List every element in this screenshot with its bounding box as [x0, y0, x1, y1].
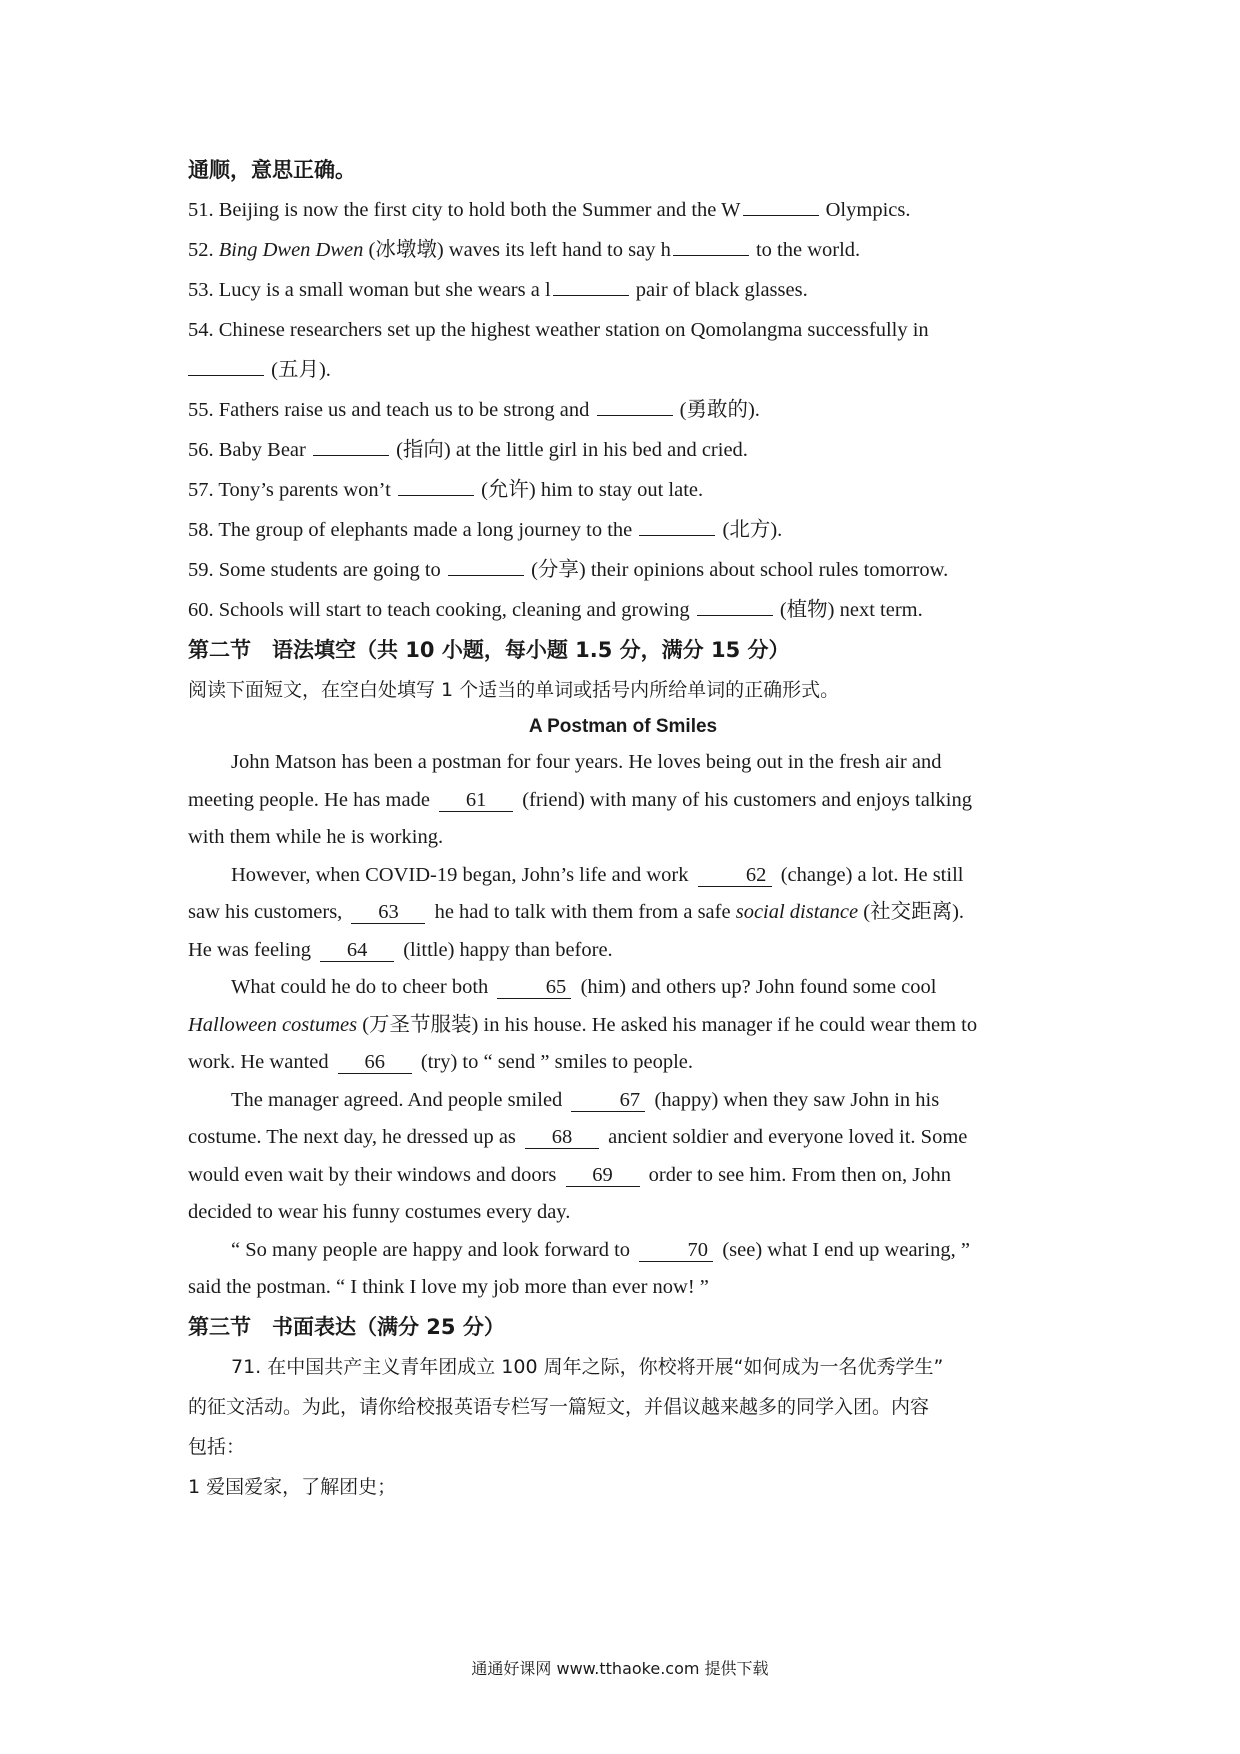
passage-paragraph-5: “ So many people are happy and look forward to 70 (see) what I end up wearing, ” said the postman. “ I think I love my job more than ever now! ” — [188, 1238, 970, 1298]
blank-61[interactable]: 61 — [439, 789, 513, 812]
question-71-line1: 71. 在中国共产主义青年团成立 100 周年之际，你校将开展“如何成为一名优秀学生” — [231, 1355, 944, 1378]
section2-heading: 第二节 语法填空（共 10 小题，每小题 1.5 分，满分 15 分） — [188, 638, 790, 662]
answer-blank[interactable] — [398, 477, 474, 496]
question-71-line2: 的征文活动。为此，请你给校报英语专栏写一篇短文，并倡议越来越多的同学入团。内容 — [188, 1395, 930, 1418]
page-footer: 通通好课网 www.tthaoke.com 提供下载 — [471, 1659, 769, 1678]
question-60: 60. Schools will start to teach cooking, cleaning and growing (植物) next term. — [188, 599, 923, 621]
answer-blank[interactable] — [697, 597, 773, 616]
blank-65[interactable]: 65 — [497, 976, 571, 999]
passage-paragraph-3: What could he do to cheer both 65 (him) and others up? John found some cool Halloween costumes (万圣节服装) in his house. He asked his manager if he could wear them to work. He wanted 66 (try) to “ send ” smiles to people. — [188, 976, 978, 1073]
question-59: 59. Some students are going to (分享) their opinions about school rules tomorrow. — [188, 559, 949, 581]
question-54: 54. Chinese researchers set up the highest weather station on Qomolangma successfully in — [188, 319, 929, 341]
passage-paragraph-2: However, when COVID-19 began, John’s life and work 62 (change) a lot. He still saw his customers, 63 he had to talk with them from a safe social distance (社交距离). He was feeling 64 (little) happy than before. — [188, 863, 965, 961]
question-55: 55. Fathers raise us and teach us to be strong and (勇敢的). — [188, 399, 760, 421]
question-52: 52. Bing Dwen Dwen (冰墩墩) waves its left hand to say h to the world. — [188, 239, 861, 261]
intro-text: 通顺，意思正确。 — [188, 158, 356, 182]
question-58: 58. The group of elephants made a long journey to the (北方). — [188, 519, 783, 541]
answer-blank[interactable] — [743, 197, 819, 216]
blank-70[interactable]: 70 — [639, 1239, 713, 1262]
answer-blank[interactable] — [553, 277, 629, 296]
question-57: 57. Tony’s parents won’t (允许) him to stay out late. — [188, 479, 704, 501]
answer-blank[interactable] — [188, 357, 264, 376]
question-56: 56. Baby Bear (指向) at the little girl in his bed and cried. — [188, 439, 748, 461]
answer-blank[interactable] — [597, 397, 673, 416]
answer-blank[interactable] — [313, 437, 389, 456]
question-54-cont: (五月). — [188, 350, 1058, 390]
question-71-line3: 包括： — [188, 1435, 246, 1458]
blank-62[interactable]: 62 — [698, 864, 772, 887]
question-53: 53. Lucy is a small woman but she wears a l pair of black glasses. — [188, 279, 808, 301]
blank-68[interactable]: 68 — [525, 1126, 599, 1149]
section3-heading: 第三节 书面表达（满分 25 分） — [188, 1314, 505, 1339]
blank-63[interactable]: 63 — [351, 901, 425, 924]
passage-paragraph-4: The manager agreed. And people smiled 67 (happy) when they saw John in his costume. The next day, he dressed up as 68 ancient soldier and everyone loved it. Some would even wait by their windows and doors 69 order to see him. From then on, John decided to wear his funny costumes every day. — [188, 1088, 968, 1223]
content-point-1: 1 爱国爱家，了解团史； — [188, 1475, 397, 1498]
blank-69[interactable]: 69 — [566, 1164, 640, 1187]
blank-67[interactable]: 67 — [571, 1089, 645, 1112]
answer-blank[interactable] — [673, 237, 749, 256]
question-51: 51. Beijing is now the first city to hold both the Summer and the W Olympics. — [188, 199, 911, 221]
blank-66[interactable]: 66 — [338, 1051, 412, 1074]
blank-64[interactable]: 64 — [320, 939, 394, 962]
passage-title: A Postman of Smiles — [528, 716, 718, 737]
exam-page — [188, 150, 1058, 1507]
section2-instruction: 阅读下面短文，在空白处填写 1 个适当的单词或括号内所给单词的正确形式。 — [188, 679, 840, 701]
passage-paragraph-1: John Matson has been a postman for four years. He loves being out in the fresh air and meeting people. He has made 61 (friend) with many of his customers and enjoys talking with them while he is working. — [188, 751, 972, 848]
answer-blank[interactable] — [448, 557, 524, 576]
answer-blank[interactable] — [639, 517, 715, 536]
